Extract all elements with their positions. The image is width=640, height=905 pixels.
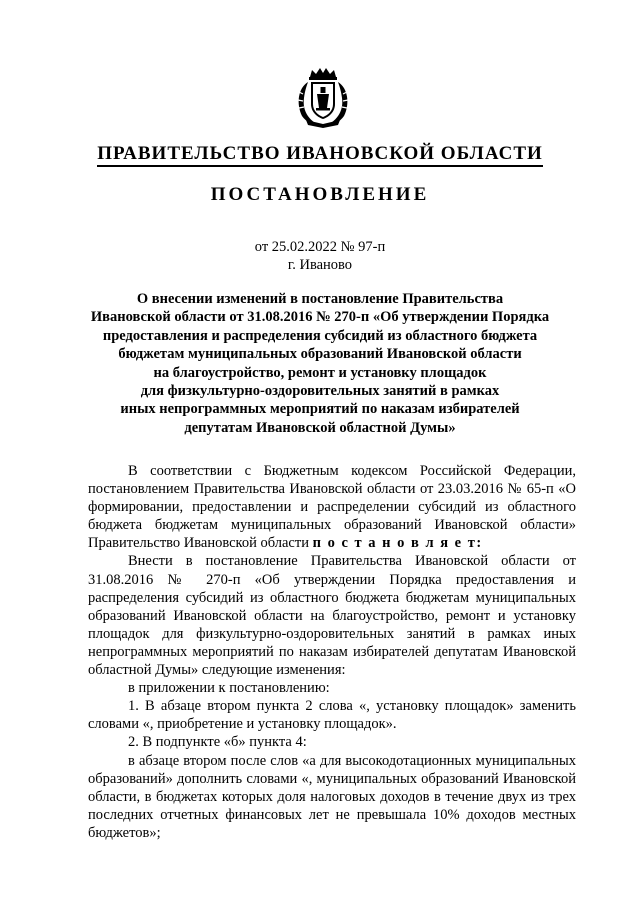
government-name: ПРАВИТЕЛЬСТВО ИВАНОВСКОЙ ОБЛАСТИ <box>0 143 640 165</box>
title-line: депутатам Ивановской областной Думы» <box>184 419 456 436</box>
body-paragraph-item-1: 1. В абзаце втором пункта 2 слова «, установку площадок» заменить словами «, приобретение и установку площадок». <box>88 698 576 733</box>
body-paragraph-preamble: В соответствии с Бюджетным кодексом Российской Федерации, постановлением Правительства Ивановской области от 23.03.2016 № 65-п «О формировании, предоставлении и распределении субсидий из областного бюджета бюджетам муниципальных образований Ивановской области» Правительство Ивановской области п о с т а н о в л я е т: <box>88 463 576 552</box>
date-block <box>0 238 640 274</box>
title-line: О внесении изменений в постановление Правительства <box>136 291 504 307</box>
title-line: иных непрограммных мероприятий по наказам избирателей <box>120 401 520 418</box>
document-body <box>88 462 576 842</box>
document-type: ПОСТАНОВЛЕНИЕ <box>210 184 430 205</box>
title-line: Ивановской области от 31.08.2016 № 270-п «Об утверждении Порядка <box>90 309 550 326</box>
title-line: бюджетам муниципальных образований Ивановской области <box>118 346 522 363</box>
title-line: предоставления и распределения субсидий из областного бюджета <box>102 327 538 344</box>
date-number: от 25.02.2022 № 97-п <box>254 239 386 255</box>
body-paragraph-item-2: 2. В подпункте «б» пункта 4: <box>128 734 307 751</box>
body-paragraph-subitem: в абзаце втором после слов «а для высокодотационных муниципальных образований» дополнить словами «, муниципальных образований Ивановской области, в бюджетах которых доля налоговых доходов в течение двух из трех последних отчетных финансовых лет не превышала 10% доходов местных бюджетов»; <box>88 752 576 841</box>
resolves-word: п о с т а н о в л я е т: <box>312 535 483 552</box>
body-paragraph-amendment: Внести в постановление Правительства Ивановской области от 31.08.2016 № 270-п «Об утверждении Порядка предоставления и распределения субсидий из областного бюджета бюджетам муниципальных образований Ивановской области на благоустройство, ремонт и установку площадок для физкультурно-оздоровительных занятий в рамках иных непрограммных мероприятий по наказам избирателей депутатам Ивановской областной Думы» следующие изменения: <box>88 553 576 679</box>
document-title <box>60 290 580 437</box>
ivanovo-coat-of-arms-icon <box>296 68 350 128</box>
city: г. Иваново <box>287 257 353 273</box>
body-paragraph-appendix: в приложении к постановлению: <box>128 680 330 697</box>
title-line: на благоустройство, ремонт и установку площадок <box>153 364 487 381</box>
title-line: для физкультурно-оздоровительных занятий в рамках <box>140 383 500 400</box>
